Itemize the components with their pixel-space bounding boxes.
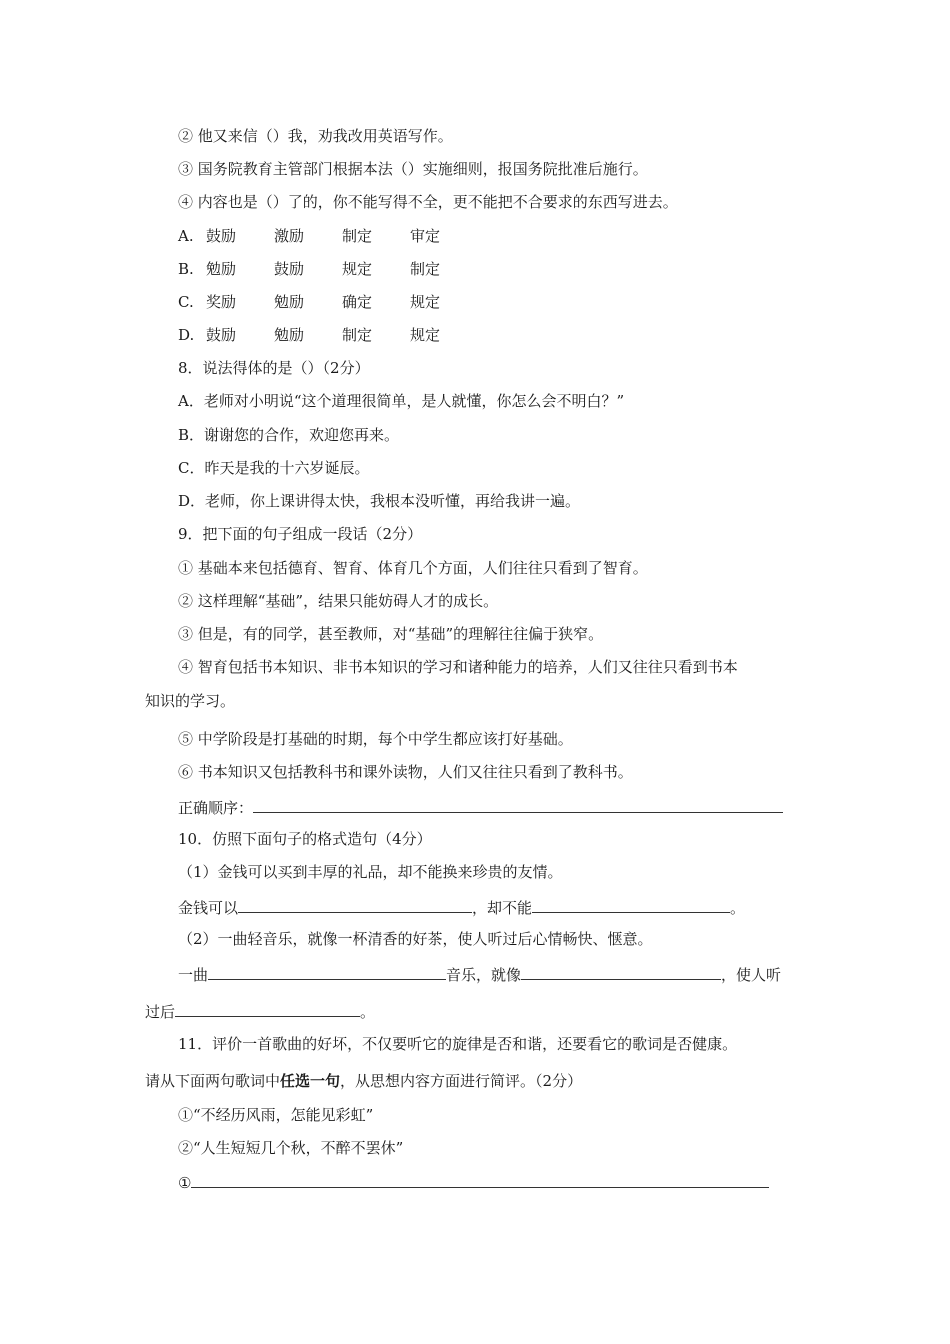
stem-text: ，从思想内容方面进行简评。（2分） [340, 1072, 583, 1090]
option-letter: D. [178, 326, 195, 344]
q11-answer-line [178, 1171, 769, 1193]
q8-option-a[interactable]: A．老师对小明说“这个道理很简单，是人就懂，你怎么会不明白？” [178, 392, 625, 410]
option-letter: B. [178, 260, 194, 278]
option-word: 鼓励 [206, 227, 237, 245]
q10-example-2: （2）一曲轻音乐，就像一杯清香的好茶，使人听过后心情畅快、惬意。 [178, 930, 653, 948]
option-word: 鼓励 [206, 326, 237, 344]
option-word: 规定 [410, 293, 441, 311]
q10-example-1: （1）金钱可以买到丰厚的礼品，却不能换来珍贵的友情。 [178, 863, 563, 881]
q8-option-c[interactable]: C．昨天是我的十六岁诞辰。 [178, 459, 370, 477]
q9-sentence-4-cont: 知识的学习。 [145, 692, 236, 710]
q10-fill-line-3 [145, 1000, 375, 1022]
q7-option-a[interactable] [178, 226, 478, 246]
q8-stem: 8．说法得体的是（）（2分） [178, 359, 370, 377]
fill-blank[interactable] [532, 896, 730, 913]
q9-sentence-6: ⑥ 书本知识又包括教科书和课外读物，人们又往往只看到了教科书。 [178, 763, 633, 781]
option-letter: A. [178, 227, 194, 245]
answer-blank[interactable] [253, 796, 783, 813]
q9-sentence-1: ① 基础本来包括德育、智育、体育几个方面，人们往往只看到了智育。 [178, 559, 648, 577]
q11-lyric-2: ②“人生短短几个秋，不醉不罢休” [178, 1139, 404, 1157]
stem-emphasis: 任选一句 [280, 1072, 341, 1090]
option-word: 勉励 [206, 260, 237, 278]
option-word: 制定 [342, 326, 373, 344]
option-word: 鼓励 [274, 260, 305, 278]
option-word: 奖励 [206, 293, 237, 311]
q10-stem: 10．仿照下面句子的格式造句（4分） [178, 830, 432, 848]
q9-sentence-2: ② 这样理解“基础”，结果只能妨碍人才的成长。 [178, 592, 499, 610]
q11-stem-line-1: 11．评价一首歌曲的好坏，不仅要听它的旋律是否和谐，还要看它的歌词是否健康。 [178, 1035, 738, 1053]
q9-sentence-3: ③ 但是，有的同学，甚至教师，对“基础”的理解往往偏于狭窄。 [178, 625, 604, 643]
option-word: 激励 [274, 227, 305, 245]
q9-answer-line [178, 796, 783, 818]
option-word: 制定 [342, 227, 373, 245]
q7-sentence-3: ③ 国务院教育主管部门根据本法（）实施细则，报国务院批准后施行。 [178, 160, 648, 178]
fill-text: 一曲 [178, 966, 209, 984]
option-word: 确定 [342, 293, 373, 311]
q11-stem-line-2 [145, 1071, 582, 1091]
q9-sentence-5: ⑤ 中学阶段是打基础的时期，每个中学生都应该打好基础。 [178, 730, 573, 748]
q7-sentence-2: ② 他又来信（）我，劝我改用英语写作。 [178, 127, 453, 145]
q9-stem: 9．把下面的句子组成一段话（2分） [178, 525, 423, 543]
q7-sentence-4: ④ 内容也是（）了的，你不能写得不全，更不能把不合要求的东西写进去。 [178, 193, 678, 211]
q8-option-b[interactable]: B．谢谢您的合作，欢迎您再来。 [178, 426, 400, 444]
option-word: 审定 [410, 227, 441, 245]
fill-blank[interactable] [208, 963, 446, 980]
option-letter: C. [178, 293, 194, 311]
fill-blank[interactable] [175, 1000, 360, 1017]
fill-text: 过后 [145, 1003, 176, 1021]
fill-text: ，使人听 [721, 966, 782, 984]
q8-option-d[interactable]: D．老师，你上课讲得太快，我根本没听懂，再给我讲一遍。 [178, 492, 581, 510]
fill-text: 。 [730, 899, 746, 917]
q7-option-d[interactable] [178, 325, 478, 345]
option-word: 规定 [410, 326, 441, 344]
q10-fill-line-2 [178, 963, 781, 985]
fill-text: 金钱可以 [178, 899, 239, 917]
q9-sentence-4: ④ 智育包括书本知识、非书本知识的学习和诸种能力的培养，人们又往往只看到书本 [178, 658, 738, 676]
q10-fill-line-1 [178, 896, 745, 918]
option-word: 制定 [410, 260, 441, 278]
answer-blank[interactable] [191, 1171, 769, 1188]
fill-blank[interactable] [238, 896, 472, 913]
answer-label: 正确顺序： [178, 799, 254, 817]
q7-option-c[interactable] [178, 292, 478, 312]
fill-text: ，却不能 [472, 899, 533, 917]
option-word: 勉励 [274, 293, 305, 311]
q11-lyric-1: ①“不经历风雨，怎能见彩虹” [178, 1106, 374, 1124]
answer-mark: ① [178, 1174, 192, 1192]
fill-text: 音乐，就像 [446, 966, 522, 984]
option-word: 规定 [342, 260, 373, 278]
q7-option-b[interactable] [178, 259, 478, 279]
option-word: 勉励 [274, 326, 305, 344]
fill-blank[interactable] [521, 963, 721, 980]
stem-text: 请从下面两句歌词中 [145, 1072, 281, 1090]
fill-text: 。 [360, 1003, 376, 1021]
